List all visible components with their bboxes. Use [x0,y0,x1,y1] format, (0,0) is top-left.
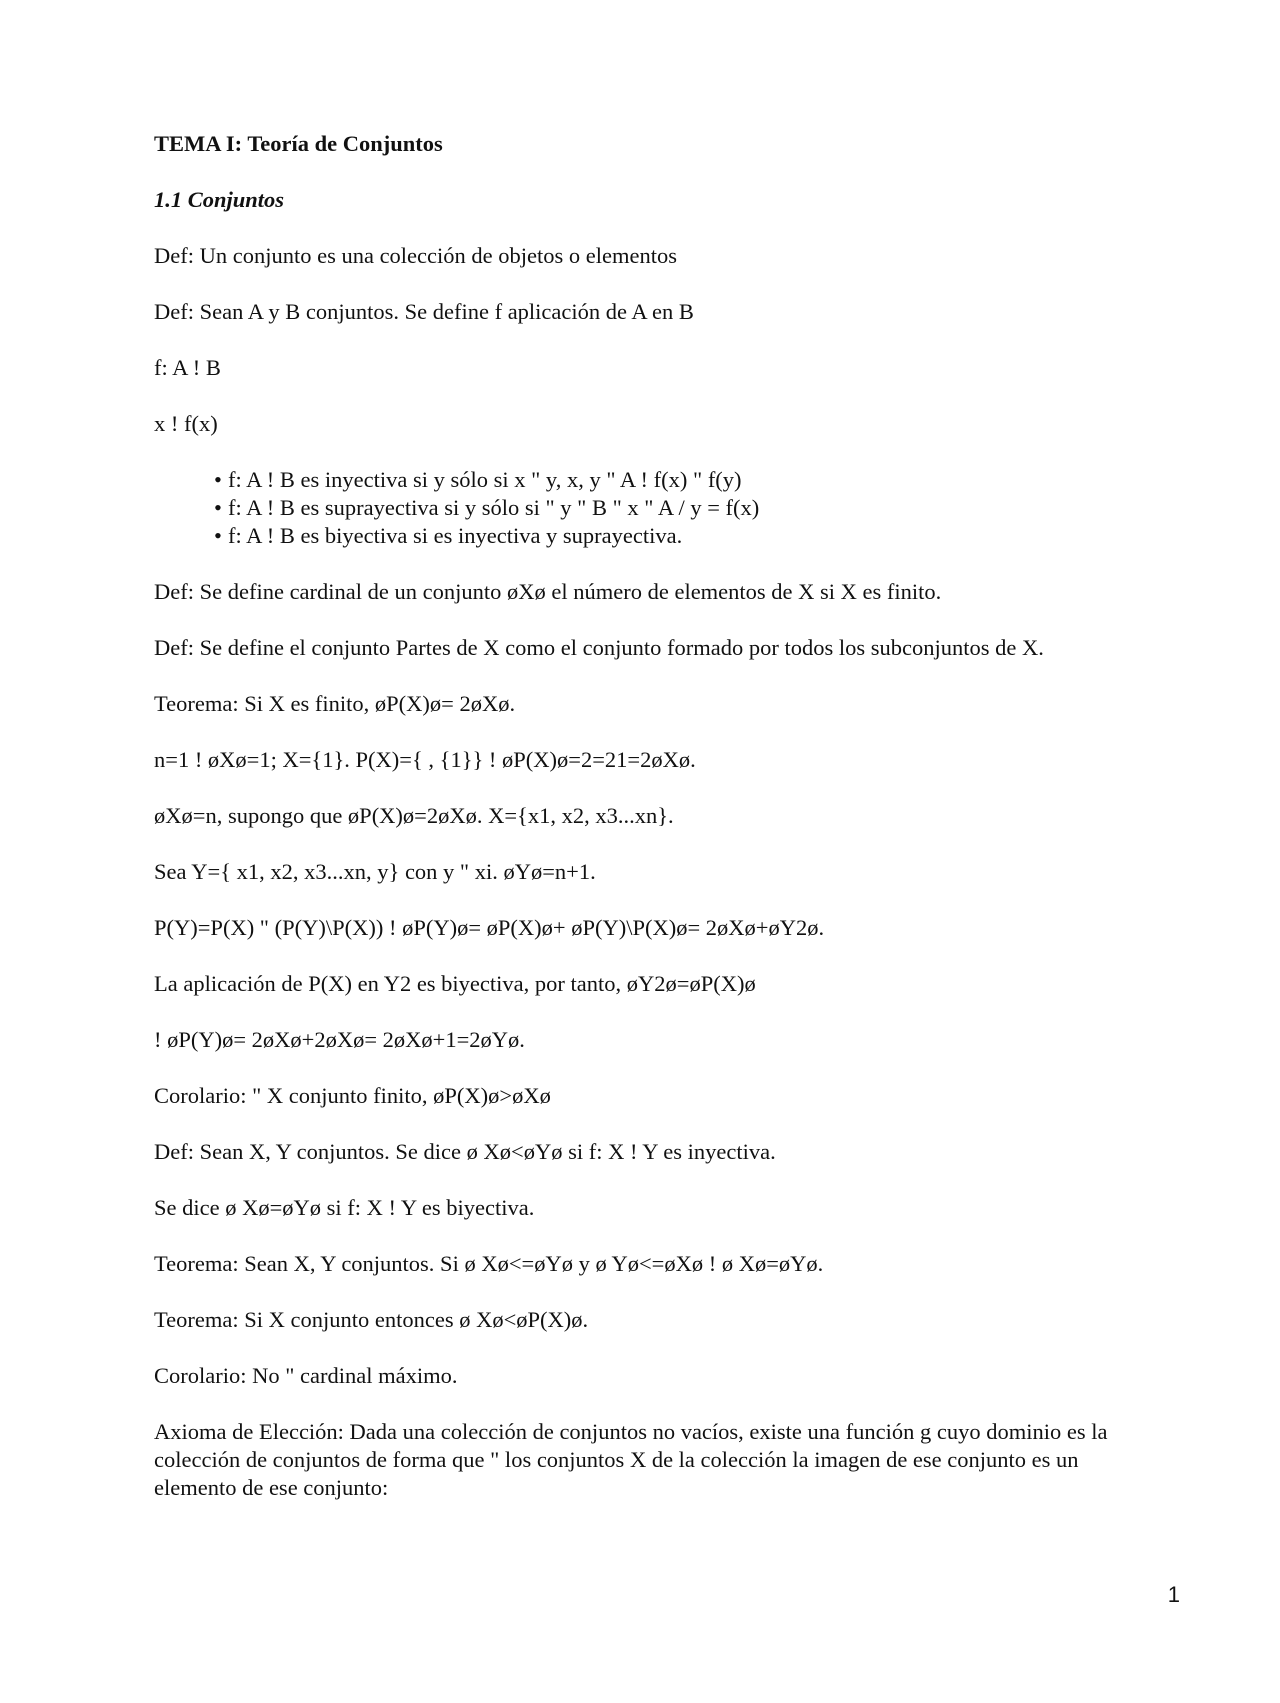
bullet-icon: • [214,495,222,520]
paragraph-corollary-maximo: Corolario: No " cardinal máximo. [154,1363,458,1388]
paragraph-proof-partition: P(Y)=P(X) " (P(Y)\P(X)) ! øP(Y)ø= øP(X)ø+ øP(Y)\P(X)ø= 2øXø+øY2ø. [154,915,825,940]
paragraph-theorem-cantor: Teorema: Si X conjunto entonces ø Xø<øP(X)ø. [154,1307,589,1332]
document-title: TEMA I: Teoría de Conjuntos [154,131,443,156]
paragraph-definition-conjunto: Def: Un conjunto es una colección de objetos o elementos [154,243,677,268]
page-number: 1 [1167,1582,1180,1607]
paragraph-element-map: x ! f(x) [154,411,218,436]
list-item-text: f: A ! B es inyectiva si y sólo si x " y, x, y " A ! f(x) " f(y) [228,467,742,492]
paragraph-proof-hypothesis: øXø=n, supongo que øP(X)ø=2øXø. X={x1, x2, x3...xn}. [154,803,674,828]
bullet-icon: • [214,467,222,492]
paragraph-axiom-choice: Axioma de Elección: Dada una colección de conjuntos no vacíos, existe una función g cuyo dominio es la colección de conjuntos de forma que " los conjuntos X de la colección la imagen de ese conjunto es un elemento de ese conjunto: [154,1419,1108,1500]
bullet-icon: • [214,523,222,548]
paragraph-function-map: f: A ! B [154,355,221,380]
list-item-text: f: A ! B es suprayectiva si y sólo si " y " B " x " A / y = f(x) [228,495,760,520]
paragraph-definition-aplicacion: Def: Sean A y B conjuntos. Se define f aplicación de A en B [154,299,694,324]
list-item-suprayectiva [214,494,1144,522]
paragraph-proof-set-y: Sea Y={ x1, x2, x3...xn, y} con y " xi. øYø=n+1. [154,859,596,884]
paragraph-proof-biyectiva: La aplicación de P(X) en Y2 es biyectiva, por tanto, øY2ø=øP(X)ø [154,971,756,996]
list-item-inyectiva [214,466,1144,494]
paragraph-theorem-cantor-bernstein: Teorema: Sean X, Y conjuntos. Si ø Xø<=øYø y ø Yø<=øXø ! ø Xø=øYø. [154,1251,824,1276]
paragraph-definition-igual: Se dice ø Xø=øYø si f: X ! Y es biyectiva. [154,1195,535,1220]
paragraph-proof-conclusion: ! øP(Y)ø= 2øXø+2øXø= 2øXø+1=2øYø. [154,1027,525,1052]
paragraph-proof-base-case: n=1 ! øXø=1; X={1}. P(X)={ , {1}} ! øP(X)ø=2=21=2øXø. [154,747,696,772]
paragraph-theorem-finito: Teorema: Si X es finito, øP(X)ø= 2øXø. [154,691,516,716]
document-body [154,130,1144,1530]
paragraph-definition-cardinal: Def: Se define cardinal de un conjunto øXø el número de elementos de X si X es finito. [154,579,942,604]
section-heading: 1.1 Conjuntos [154,187,285,212]
function-types-list [154,466,1144,550]
paragraph-definition-menor: Def: Sean X, Y conjuntos. Se dice ø Xø<øYø si f: X ! Y es inyectiva. [154,1139,776,1164]
list-item-biyectiva [214,522,1144,550]
list-item-text: f: A ! B es biyectiva si es inyectiva y suprayectiva. [228,523,683,548]
paragraph-definition-partes: Def: Se define el conjunto Partes de X como el conjunto formado por todos los subconjuntos de X. [154,635,1044,660]
paragraph-corollary-finito: Corolario: " X conjunto finito, øP(X)ø>øXø [154,1083,551,1108]
